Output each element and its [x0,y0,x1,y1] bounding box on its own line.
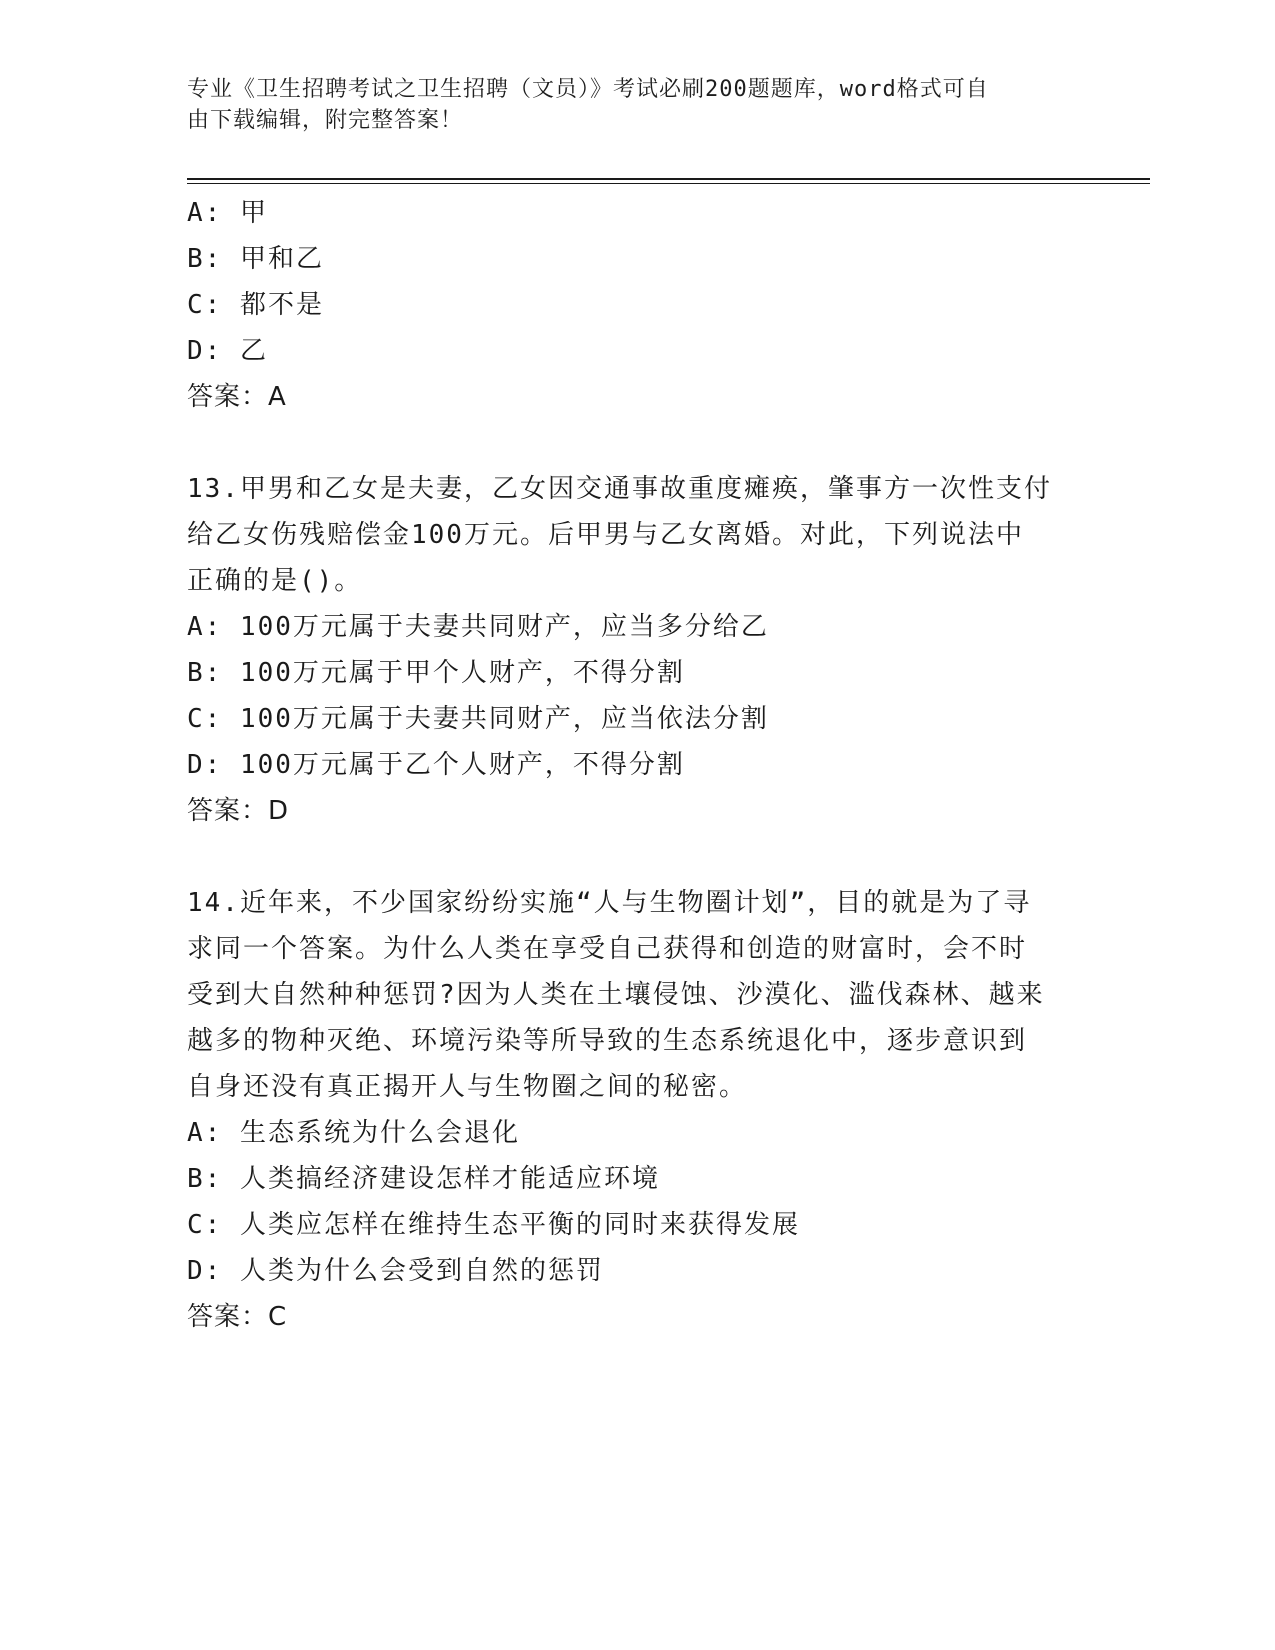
option-c: C: 都不是 [187,290,324,320]
question-13 [187,466,1087,834]
option-c: C: 100万元属于夫妻共同财产，应当依法分割 [187,704,769,734]
option-b: B: 100万元属于甲个人财产，不得分割 [187,658,685,688]
question-text-line: 给乙女伤残赔偿金100万元。后甲男与乙女离婚。对此，下列说法中 [187,520,1024,550]
header-rule-thin [187,183,1150,184]
spacer [187,420,1087,466]
option-a: A: 甲 [187,198,268,228]
question-14 [187,880,1087,1340]
document-header [187,74,1067,136]
answer-line: 答案：A [187,382,287,412]
header-line-2: 由下载编辑，附完整答案！ [187,108,464,133]
answer-line: 答案：C [187,1302,288,1332]
option-d: D: 乙 [187,336,268,366]
answer-line: 答案：D [187,796,290,826]
question-text-line: 求同一个答案。为什么人类在享受自己获得和创造的财富时，会不时 [187,934,1028,964]
header-line-1: 专业《卫生招聘考试之卫生招聘（文员）》考试必刷200题题库，word格式可自 [187,77,989,102]
question-text-line: 正确的是()。 [187,566,363,596]
question-text-line: 自身还没有真正揭开人与生物圈之间的秘密。 [187,1072,748,1102]
question-text-line: 受到大自然种种惩罚?因为人类在土壤侵蚀、沙漠化、滥伐森林、越来 [187,980,1045,1010]
option-b: B: 甲和乙 [187,244,324,274]
option-c: C: 人类应怎样在维持生态平衡的同时来获得发展 [187,1210,800,1240]
spacer [187,834,1087,880]
header-rule-thick [187,178,1150,180]
question-text-line: 14.近年来，不少国家纷纷实施“人与生物圈计划”，目的就是为了寻 [187,888,1032,918]
option-d: D: 100万元属于乙个人财产，不得分割 [187,750,685,780]
question-12 [187,190,1087,420]
option-d: D: 人类为什么会受到自然的惩罚 [187,1256,604,1286]
question-content [187,190,1087,1340]
option-b: B: 人类搞经济建设怎样才能适应环境 [187,1164,660,1194]
question-text-line: 13.甲男和乙女是夫妻，乙女因交通事故重度瘫痪，肇事方一次性支付 [187,474,1052,504]
question-text-line: 越多的物种灭绝、环境污染等所导致的生态系统退化中，逐步意识到 [187,1026,1028,1056]
option-a: A: 100万元属于夫妻共同财产，应当多分给乙 [187,612,769,642]
option-a: A: 生态系统为什么会退化 [187,1118,520,1148]
